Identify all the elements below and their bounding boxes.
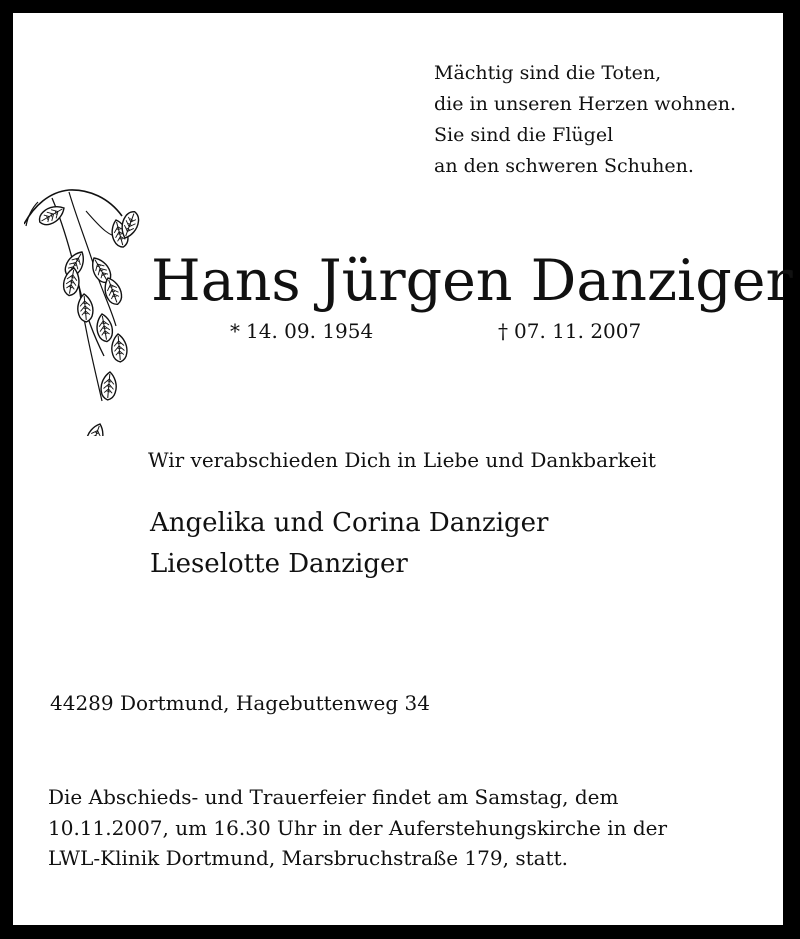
death-symbol: † xyxy=(498,319,508,343)
mourners-list xyxy=(150,503,548,585)
deceased-name: Hans Jürgen Danziger xyxy=(151,248,793,314)
poem-line: die in unseren Herzen wohnen. xyxy=(434,93,737,115)
birth-date-line xyxy=(230,314,373,348)
poem xyxy=(434,58,736,182)
birth-symbol: * xyxy=(230,319,240,343)
service-line: 10.11.2007, um 16.30 Uhr in der Auferstehungskirche in der xyxy=(48,815,668,840)
death-date: 07. 11. 2007 xyxy=(514,319,642,343)
service-line: Die Abschieds- und Trauerfeier findet am Samstag, dem xyxy=(48,785,619,809)
death-date-line xyxy=(498,314,641,348)
service-announcement xyxy=(48,782,667,874)
poem-line: Sie sind die Flügel xyxy=(434,124,614,146)
birth-date: 14. 09. 1954 xyxy=(246,319,374,343)
mourner-name: Lieselotte Danziger xyxy=(150,549,408,579)
poem-line: Mächtig sind die Toten, xyxy=(434,62,662,84)
poem-line: an den schweren Schuhen. xyxy=(434,155,694,177)
farewell-text: Wir verabschieden Dich in Liebe und Dankbarkeit xyxy=(148,448,656,472)
address: 44289 Dortmund, Hagebuttenweg 34 xyxy=(50,691,430,715)
service-line: LWL-Klinik Dortmund, Marsbruchstraße 179, statt. xyxy=(48,846,568,870)
birch-branch-icon xyxy=(24,186,144,436)
mourner-name: Angelika und Corina Danziger xyxy=(150,508,549,538)
